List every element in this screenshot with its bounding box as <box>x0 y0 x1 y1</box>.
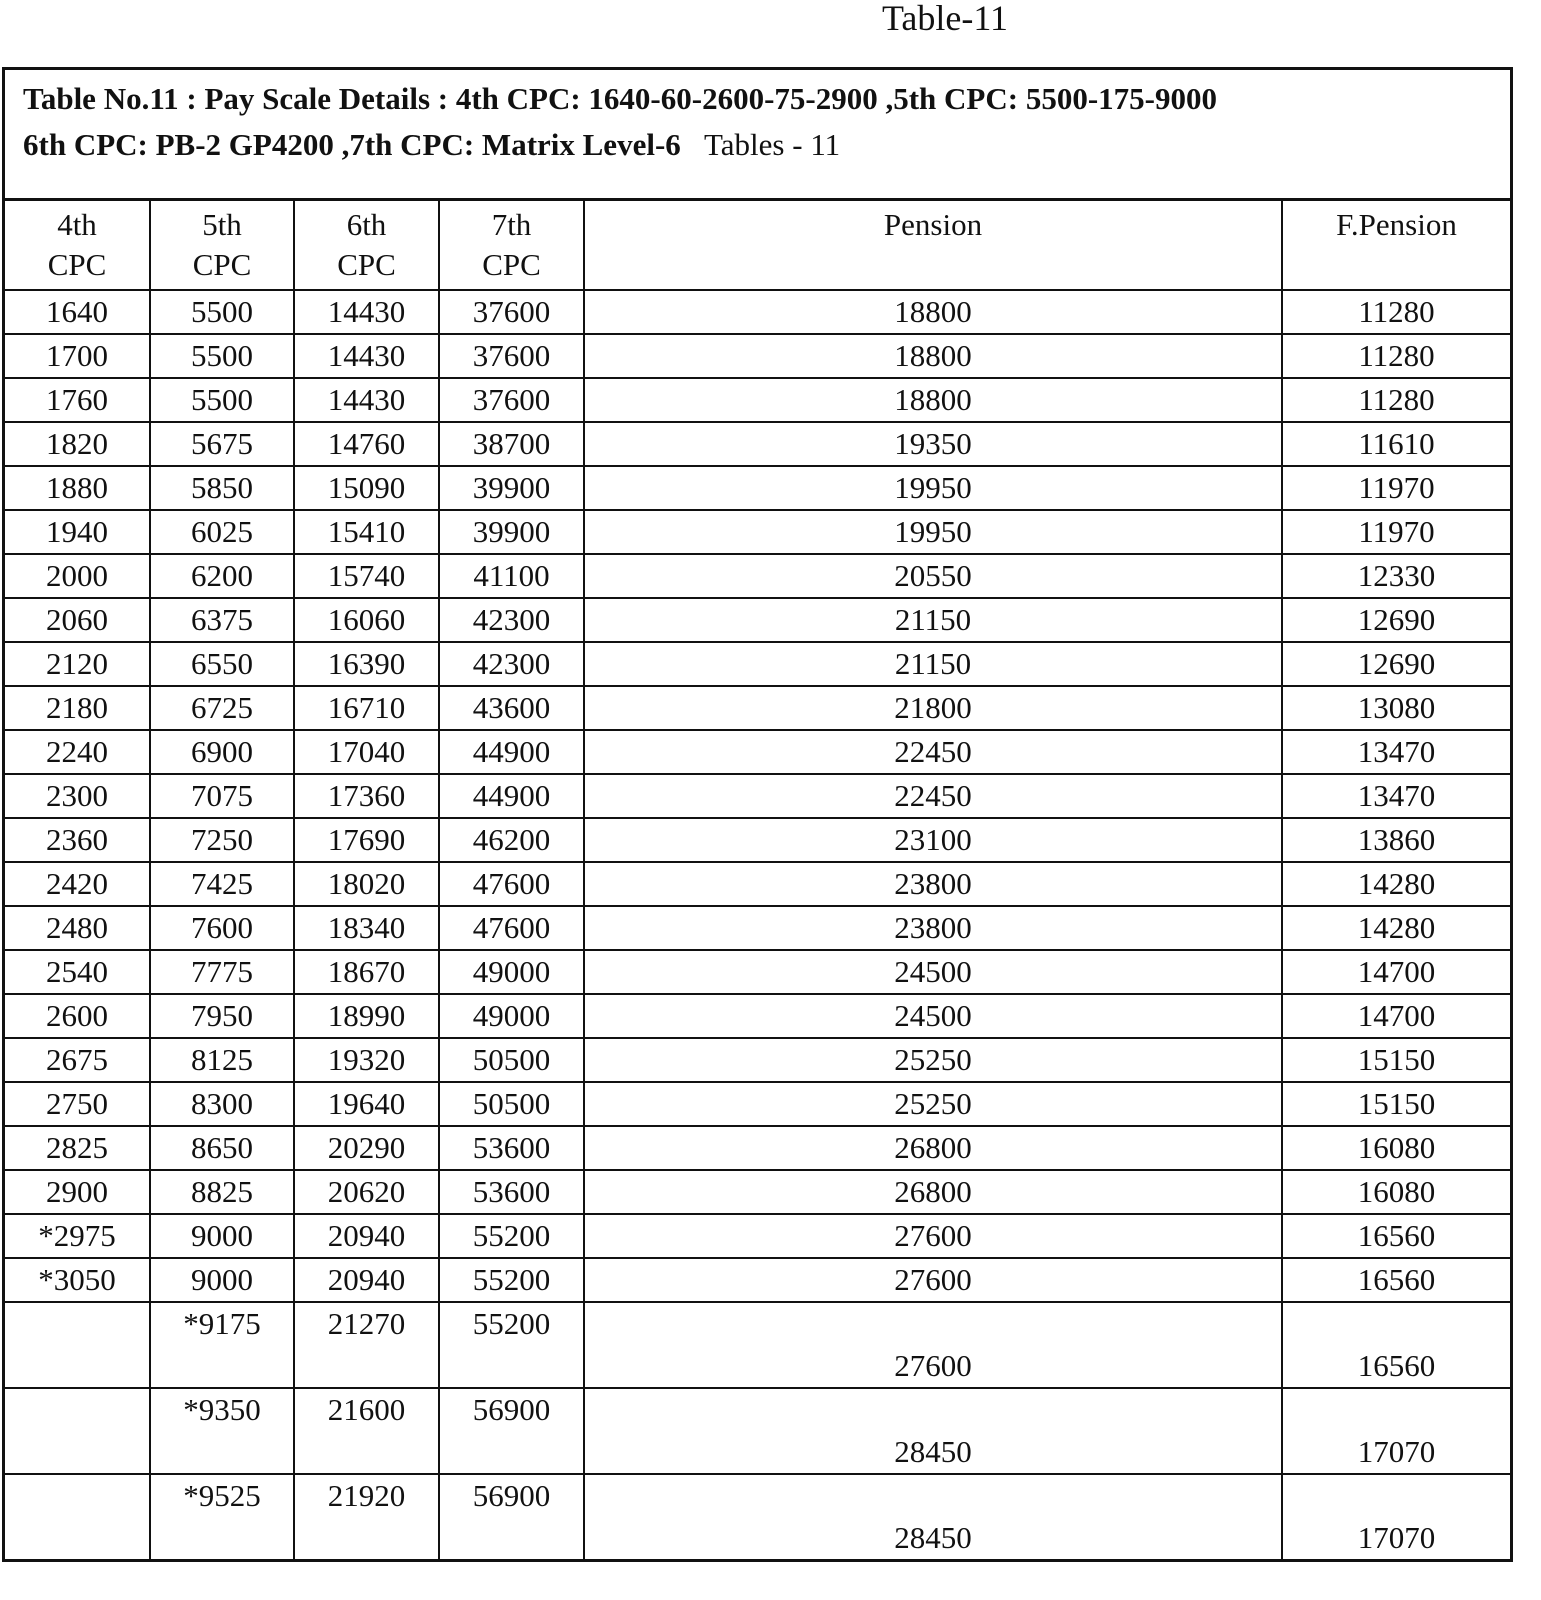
column-header-pension <box>584 201 1282 290</box>
cell-6th-cpc: 17690 <box>294 818 439 862</box>
cell-f-pension: 14280 <box>1282 862 1510 906</box>
cell-4th-cpc: 2825 <box>5 1126 150 1170</box>
cell-6th-cpc: 14430 <box>294 290 439 334</box>
cell-f-pension: 11970 <box>1282 510 1510 554</box>
cell-4th-cpc: 2060 <box>5 598 150 642</box>
cell-4th-cpc: *3050 <box>5 1258 150 1302</box>
cell-6th-cpc: 20940 <box>294 1214 439 1258</box>
cell-5th-cpc: 9000 <box>150 1214 294 1258</box>
cell-4th-cpc: *2975 <box>5 1214 150 1258</box>
cell-pension: 28450 <box>584 1388 1282 1474</box>
cell-f-pension: 15150 <box>1282 1038 1510 1082</box>
cell-pension: 18800 <box>584 334 1282 378</box>
cell-5th-cpc: 7250 <box>150 818 294 862</box>
cell-6th-cpc: 17040 <box>294 730 439 774</box>
cell-7th-cpc: 42300 <box>439 598 584 642</box>
cell-5th-cpc: 7425 <box>150 862 294 906</box>
cell-4th-cpc: 1940 <box>5 510 150 554</box>
table-row <box>5 290 1510 334</box>
table-row <box>5 554 1510 598</box>
cell-7th-cpc: 37600 <box>439 334 584 378</box>
cell-6th-cpc: 19640 <box>294 1082 439 1126</box>
cell-4th-cpc: 1700 <box>5 334 150 378</box>
cell-f-pension: 12690 <box>1282 642 1510 686</box>
table-row <box>5 1302 1510 1388</box>
cell-5th-cpc: 8825 <box>150 1170 294 1214</box>
cell-7th-cpc: 55200 <box>439 1302 584 1388</box>
cell-6th-cpc: 20940 <box>294 1258 439 1302</box>
cell-pension: 24500 <box>584 950 1282 994</box>
cell-f-pension: 11280 <box>1282 290 1510 334</box>
cell-4th-cpc: 2600 <box>5 994 150 1038</box>
cell-f-pension: 16080 <box>1282 1126 1510 1170</box>
cell-5th-cpc: 6725 <box>150 686 294 730</box>
cell-pension: 21150 <box>584 642 1282 686</box>
cell-7th-cpc: 43600 <box>439 686 584 730</box>
cell-pension: 25250 <box>584 1038 1282 1082</box>
cell-7th-cpc: 55200 <box>439 1258 584 1302</box>
cell-5th-cpc: 5500 <box>150 290 294 334</box>
cell-pension: 21800 <box>584 686 1282 730</box>
cell-6th-cpc: 20620 <box>294 1170 439 1214</box>
cell-f-pension: 17070 <box>1282 1474 1510 1559</box>
table-row <box>5 466 1510 510</box>
cell-7th-cpc: 39900 <box>439 466 584 510</box>
cell-pension: 19950 <box>584 510 1282 554</box>
cell-7th-cpc: 44900 <box>439 774 584 818</box>
column-header-text: 6th <box>346 207 387 242</box>
cell-7th-cpc: 46200 <box>439 818 584 862</box>
cell-6th-cpc: 14760 <box>294 422 439 466</box>
cell-7th-cpc: 53600 <box>439 1170 584 1214</box>
cell-6th-cpc: 18020 <box>294 862 439 906</box>
cell-4th-cpc: 2180 <box>5 686 150 730</box>
cell-5th-cpc: 7950 <box>150 994 294 1038</box>
cell-f-pension: 11970 <box>1282 466 1510 510</box>
page-title: Table-11 <box>881 0 1009 38</box>
table-row <box>5 994 1510 1038</box>
column-header-7th-cpc <box>439 201 584 290</box>
cell-6th-cpc: 18340 <box>294 906 439 950</box>
table-row <box>5 1474 1510 1559</box>
column-header-text: CPC <box>482 247 541 282</box>
cell-6th-cpc: 15090 <box>294 466 439 510</box>
column-header-text: CPC <box>337 247 396 282</box>
cell-7th-cpc: 41100 <box>439 554 584 598</box>
cell-5th-cpc: 7075 <box>150 774 294 818</box>
cell-7th-cpc: 47600 <box>439 906 584 950</box>
cell-f-pension: 17070 <box>1282 1388 1510 1474</box>
cell-5th-cpc: 6025 <box>150 510 294 554</box>
cell-5th-cpc: *9525 <box>150 1474 294 1559</box>
cell-f-pension: 11280 <box>1282 378 1510 422</box>
cell-7th-cpc: 42300 <box>439 642 584 686</box>
cell-pension: 18800 <box>584 290 1282 334</box>
cell-5th-cpc: 8300 <box>150 1082 294 1126</box>
cell-6th-cpc: 19320 <box>294 1038 439 1082</box>
table-caption <box>5 70 1510 201</box>
cell-6th-cpc: 21600 <box>294 1388 439 1474</box>
cell-7th-cpc: 37600 <box>439 290 584 334</box>
cell-4th-cpc <box>5 1474 150 1559</box>
cell-4th-cpc <box>5 1302 150 1388</box>
column-header-6th-cpc <box>294 201 439 290</box>
cell-4th-cpc: 2420 <box>5 862 150 906</box>
pay-scale-table-frame <box>2 67 1513 1562</box>
cell-7th-cpc: 56900 <box>439 1474 584 1559</box>
caption-line-1: Table No.11 : Pay Scale Details : 4th CPC: 1640-60-2600-75-2900 ,5th CPC: 5500-175-9000 <box>23 81 1217 116</box>
cell-5th-cpc: 8650 <box>150 1126 294 1170</box>
cell-f-pension: 11280 <box>1282 334 1510 378</box>
cell-4th-cpc: 2480 <box>5 906 150 950</box>
cell-f-pension: 12690 <box>1282 598 1510 642</box>
cell-pension: 28450 <box>584 1474 1282 1559</box>
cell-4th-cpc: 1760 <box>5 378 150 422</box>
cell-f-pension: 14700 <box>1282 994 1510 1038</box>
column-header-text: Pension <box>883 207 983 242</box>
cell-5th-cpc: 6900 <box>150 730 294 774</box>
cell-4th-cpc: 2000 <box>5 554 150 598</box>
cell-f-pension: 11610 <box>1282 422 1510 466</box>
table-row <box>5 1170 1510 1214</box>
cell-pension: 27600 <box>584 1214 1282 1258</box>
table-row <box>5 422 1510 466</box>
cell-f-pension: 16560 <box>1282 1258 1510 1302</box>
column-header-4th-cpc <box>5 201 150 290</box>
cell-5th-cpc: 6200 <box>150 554 294 598</box>
cell-6th-cpc: 16710 <box>294 686 439 730</box>
column-header-text: 7th <box>491 207 532 242</box>
table-row <box>5 510 1510 554</box>
cell-6th-cpc: 21270 <box>294 1302 439 1388</box>
table-row <box>5 1126 1510 1170</box>
cell-5th-cpc: *9350 <box>150 1388 294 1474</box>
caption-line-2-suffix: Tables - 11 <box>704 127 841 162</box>
cell-5th-cpc: 7600 <box>150 906 294 950</box>
cell-6th-cpc: 15740 <box>294 554 439 598</box>
cell-4th-cpc: 2240 <box>5 730 150 774</box>
column-header-f-pension <box>1282 201 1510 290</box>
cell-5th-cpc: 9000 <box>150 1258 294 1302</box>
table-row <box>5 950 1510 994</box>
table-row <box>5 1214 1510 1258</box>
pay-scale-table <box>5 201 1510 1559</box>
cell-f-pension: 12330 <box>1282 554 1510 598</box>
cell-4th-cpc: 2300 <box>5 774 150 818</box>
table-row <box>5 774 1510 818</box>
cell-7th-cpc: 37600 <box>439 378 584 422</box>
cell-pension: 23100 <box>584 818 1282 862</box>
cell-pension: 27600 <box>584 1258 1282 1302</box>
cell-4th-cpc: 1820 <box>5 422 150 466</box>
cell-pension: 25250 <box>584 1082 1282 1126</box>
cell-4th-cpc: 2540 <box>5 950 150 994</box>
cell-5th-cpc: 6375 <box>150 598 294 642</box>
cell-5th-cpc: 8125 <box>150 1038 294 1082</box>
column-header-text: 5th <box>202 207 242 242</box>
cell-7th-cpc: 49000 <box>439 994 584 1038</box>
cell-4th-cpc: 1880 <box>5 466 150 510</box>
cell-6th-cpc: 15410 <box>294 510 439 554</box>
table-row <box>5 1258 1510 1302</box>
cell-f-pension: 16560 <box>1282 1214 1510 1258</box>
cell-4th-cpc: 2900 <box>5 1170 150 1214</box>
cell-4th-cpc: 2675 <box>5 1038 150 1082</box>
cell-f-pension: 13470 <box>1282 774 1510 818</box>
table-row <box>5 906 1510 950</box>
cell-pension: 21150 <box>584 598 1282 642</box>
cell-pension: 24500 <box>584 994 1282 1038</box>
column-header-text: CPC <box>47 247 107 282</box>
cell-pension: 18800 <box>584 378 1282 422</box>
cell-5th-cpc: 6550 <box>150 642 294 686</box>
cell-f-pension: 14280 <box>1282 906 1510 950</box>
cell-4th-cpc <box>5 1388 150 1474</box>
cell-5th-cpc: 7775 <box>150 950 294 994</box>
cell-7th-cpc: 53600 <box>439 1126 584 1170</box>
cell-pension: 26800 <box>584 1170 1282 1214</box>
cell-7th-cpc: 55200 <box>439 1214 584 1258</box>
cell-6th-cpc: 18990 <box>294 994 439 1038</box>
cell-f-pension: 13860 <box>1282 818 1510 862</box>
cell-6th-cpc: 21920 <box>294 1474 439 1559</box>
table-row <box>5 818 1510 862</box>
table-row <box>5 598 1510 642</box>
cell-6th-cpc: 14430 <box>294 378 439 422</box>
cell-f-pension: 13470 <box>1282 730 1510 774</box>
cell-7th-cpc: 38700 <box>439 422 584 466</box>
table-row <box>5 1388 1510 1474</box>
cell-pension: 22450 <box>584 774 1282 818</box>
cell-pension: 19350 <box>584 422 1282 466</box>
caption-line-2: 6th CPC: PB-2 GP4200 ,7th CPC: Matrix Level-6 <box>23 127 681 162</box>
cell-5th-cpc: 5675 <box>150 422 294 466</box>
cell-f-pension: 13080 <box>1282 686 1510 730</box>
table-row <box>5 1038 1510 1082</box>
column-header-text: 4th <box>57 207 97 242</box>
cell-f-pension: 15150 <box>1282 1082 1510 1126</box>
cell-6th-cpc: 17360 <box>294 774 439 818</box>
cell-6th-cpc: 16060 <box>294 598 439 642</box>
cell-pension: 20550 <box>584 554 1282 598</box>
table-row <box>5 642 1510 686</box>
cell-6th-cpc: 14430 <box>294 334 439 378</box>
cell-7th-cpc: 49000 <box>439 950 584 994</box>
cell-5th-cpc: *9175 <box>150 1302 294 1388</box>
cell-7th-cpc: 47600 <box>439 862 584 906</box>
cell-pension: 23800 <box>584 906 1282 950</box>
cell-6th-cpc: 18670 <box>294 950 439 994</box>
cell-7th-cpc: 50500 <box>439 1038 584 1082</box>
cell-4th-cpc: 1640 <box>5 290 150 334</box>
cell-6th-cpc: 20290 <box>294 1126 439 1170</box>
cell-4th-cpc: 2120 <box>5 642 150 686</box>
cell-pension: 19950 <box>584 466 1282 510</box>
column-header-text: CPC <box>192 247 252 282</box>
cell-f-pension: 16560 <box>1282 1302 1510 1388</box>
table-row <box>5 862 1510 906</box>
cell-pension: 26800 <box>584 1126 1282 1170</box>
cell-5th-cpc: 5500 <box>150 378 294 422</box>
table-row <box>5 686 1510 730</box>
cell-7th-cpc: 39900 <box>439 510 584 554</box>
cell-f-pension: 16080 <box>1282 1170 1510 1214</box>
table-row <box>5 378 1510 422</box>
cell-7th-cpc: 44900 <box>439 730 584 774</box>
cell-7th-cpc: 50500 <box>439 1082 584 1126</box>
cell-f-pension: 14700 <box>1282 950 1510 994</box>
table-row <box>5 1082 1510 1126</box>
table-header-row <box>5 201 1510 290</box>
column-header-text: F.Pension <box>1336 207 1457 242</box>
table-row <box>5 334 1510 378</box>
cell-5th-cpc: 5850 <box>150 466 294 510</box>
table-row <box>5 730 1510 774</box>
cell-4th-cpc: 2360 <box>5 818 150 862</box>
cell-6th-cpc: 16390 <box>294 642 439 686</box>
cell-4th-cpc: 2750 <box>5 1082 150 1126</box>
cell-pension: 22450 <box>584 730 1282 774</box>
cell-pension: 27600 <box>584 1302 1282 1388</box>
cell-pension: 23800 <box>584 862 1282 906</box>
cell-5th-cpc: 5500 <box>150 334 294 378</box>
column-header-5th-cpc <box>150 201 294 290</box>
cell-7th-cpc: 56900 <box>439 1388 584 1474</box>
